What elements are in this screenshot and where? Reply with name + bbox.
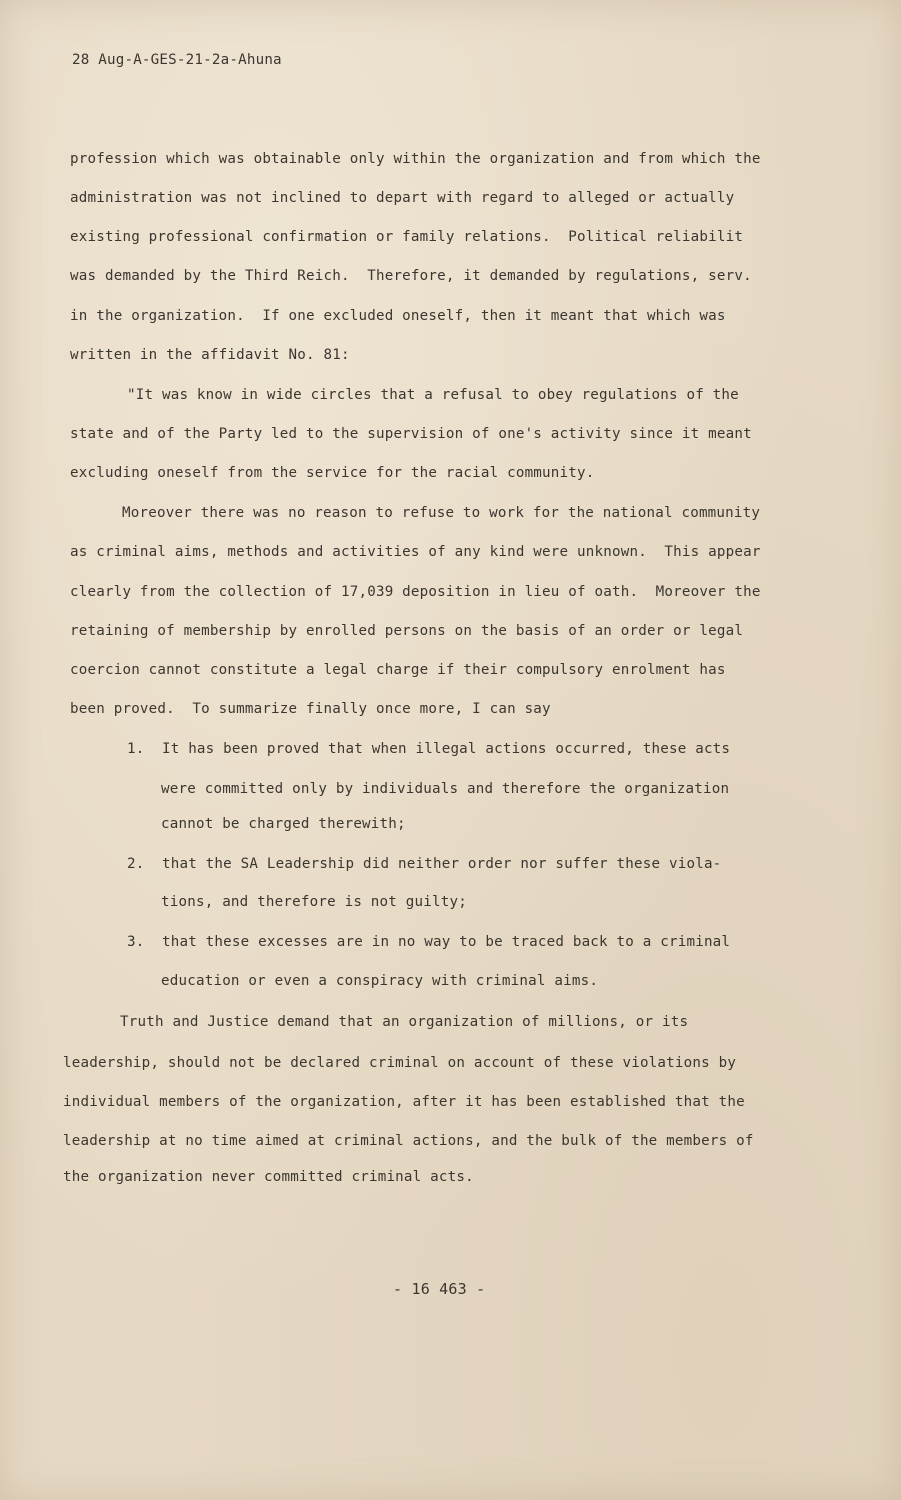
list-item-1: 1. It has been proved that when illegal actions occurred, these acts xyxy=(127,741,731,757)
list-item-2: 2. that the SA Leadership did neither order nor suffer these viola- xyxy=(127,856,722,872)
text-line: Truth and Justice demand that an organization of millions, or its xyxy=(120,1014,689,1030)
list-item-1-cont: were committed only by individuals and therefore the organization xyxy=(161,781,730,797)
page-number: - 16 463 - xyxy=(393,1280,486,1298)
text-line: individual members of the organization, after it has been established that the xyxy=(63,1094,745,1110)
quote-line: excluding oneself from the service for the racial community. xyxy=(70,465,595,481)
quote-line: state and of the Party led to the supervision of one's activity since it meant xyxy=(70,426,752,442)
text-line: existing professional confirmation or family relations. Political reliabilit xyxy=(70,229,744,245)
text-line: in the organization. If one excluded oneself, then it meant that which was xyxy=(70,308,726,324)
text-line: Moreover there was no reason to refuse to work for the national community xyxy=(122,505,761,521)
text-line: clearly from the collection of 17,039 deposition in lieu of oath. Moreover the xyxy=(70,584,761,600)
list-item-3: 3. that these excesses are in no way to be traced back to a criminal xyxy=(127,934,731,950)
quote-line: "It was know in wide circles that a refusal to obey regulations of the xyxy=(127,387,739,403)
text-line: the organization never committed criminal acts. xyxy=(63,1169,474,1185)
text-line: retaining of membership by enrolled persons on the basis of an order or legal xyxy=(70,623,744,639)
text-line: profession which was obtainable only within the organization and from which the xyxy=(70,151,761,167)
list-item-2-cont: tions, and therefore is not guilty; xyxy=(161,894,467,910)
text-line: was demanded by the Third Reich. Therefore, it demanded by regulations, serv. xyxy=(70,268,752,284)
text-line: administration was not inclined to depart with regard to alleged or actually xyxy=(70,190,735,206)
list-item-3-cont: education or even a conspiracy with criminal aims. xyxy=(161,973,599,989)
document-reference-header: 28 Aug-A-GES-21-2a-Ahuna xyxy=(72,52,282,68)
text-line: as criminal aims, methods and activities of any kind were unknown. This appear xyxy=(70,544,761,560)
text-line: leadership at no time aimed at criminal actions, and the bulk of the members of xyxy=(63,1133,754,1149)
list-item-1-cont: cannot be charged therewith; xyxy=(161,816,406,832)
text-line: leadership, should not be declared criminal on account of these violations by xyxy=(63,1055,737,1071)
text-line: coercion cannot constitute a legal charge if their compulsory enrolment has xyxy=(70,662,726,678)
text-line: been proved. To summarize finally once more, I can say xyxy=(70,701,551,717)
text-line: written in the affidavit No. 81: xyxy=(70,347,350,363)
